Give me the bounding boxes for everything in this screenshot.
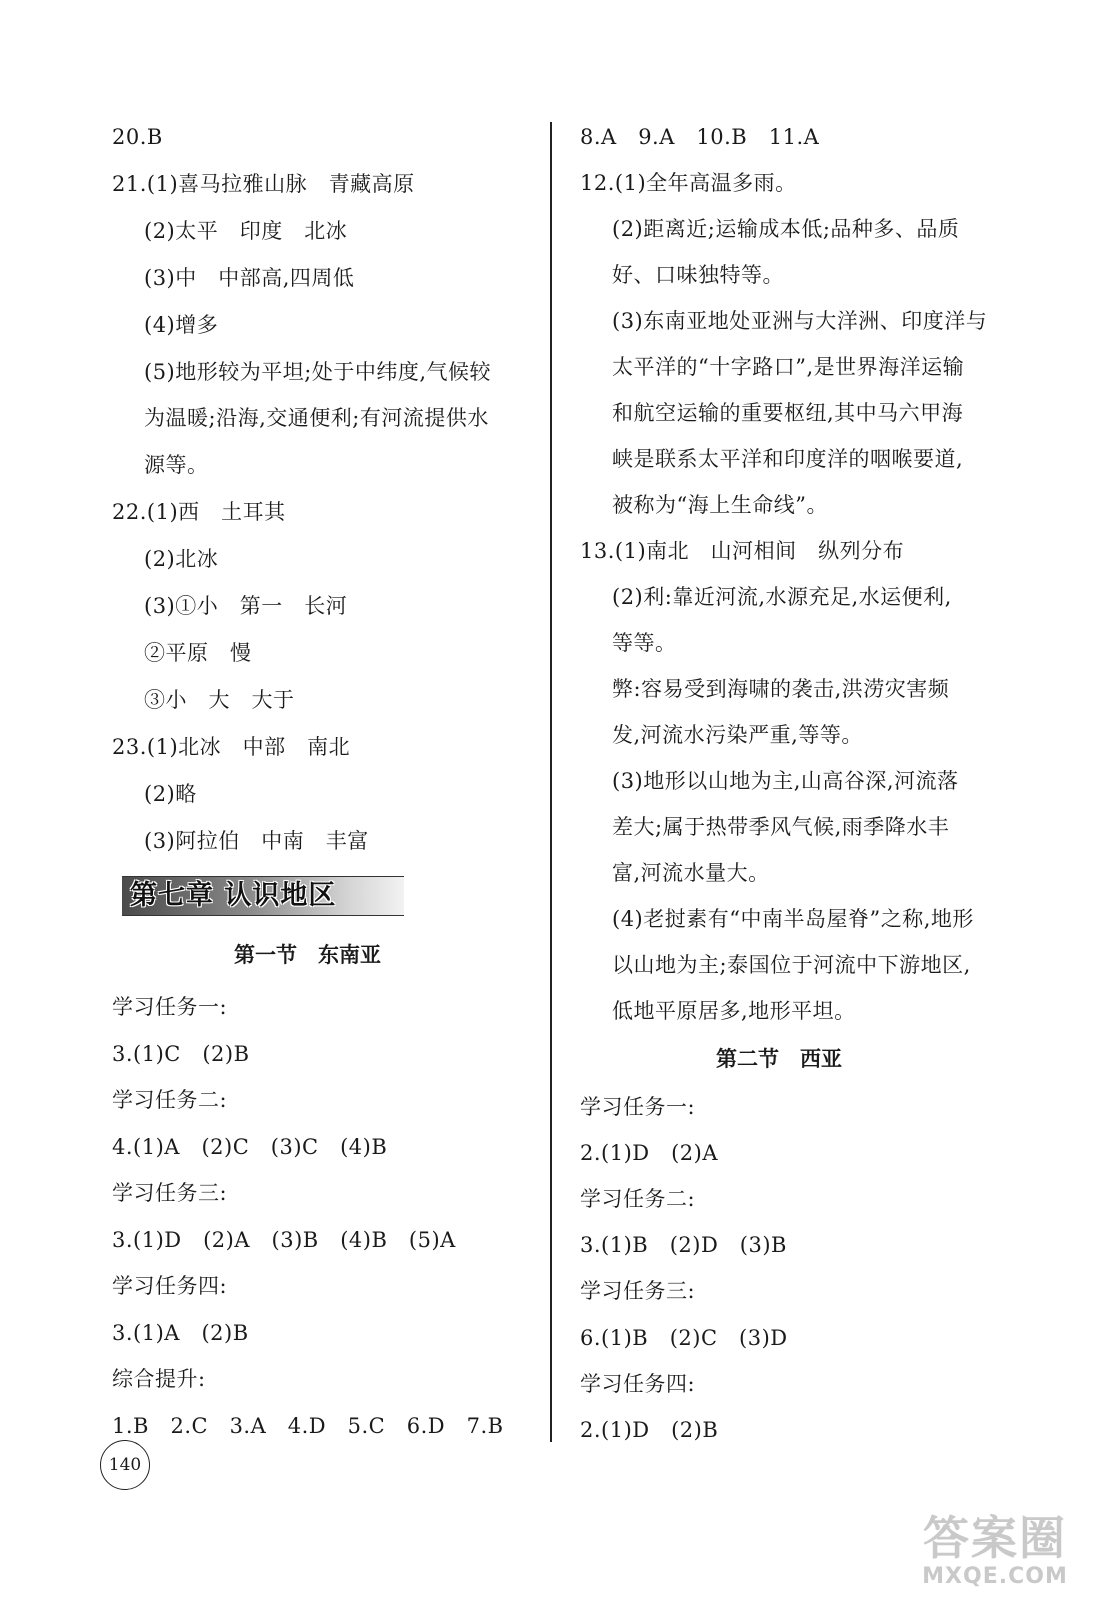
answer-line: 峡是联系太平洋和印度洋的咽喉要道,	[612, 447, 964, 471]
answer-line: 12.(1)全年高温多雨。	[580, 171, 797, 195]
answer-line: 6.(1)B (2)C (3)D	[580, 1325, 788, 1350]
answer-line: (3)地形以山地为主,山高谷深,河流落	[612, 769, 959, 793]
answer-line: 被称为“海上生命线”。	[612, 493, 828, 517]
answer-line: 4.(1)A (2)C (3)C (4)B	[112, 1134, 388, 1159]
answer-line: 3.(1)A (2)B	[112, 1320, 249, 1345]
answer-line: 13.(1)南北 山河相间 纵列分布	[580, 539, 905, 563]
page-number: 140	[100, 1440, 150, 1490]
answer-line: 21.(1)喜马拉雅山脉 青藏高原	[112, 171, 415, 196]
watermark-url: MXQE.COM	[922, 1564, 1068, 1589]
section-title-southeast-asia: 第一节 东南亚	[234, 942, 381, 967]
answer-line: 富,河流水量大。	[612, 861, 770, 885]
answer-line: (2)太平 印度 北冰	[144, 218, 348, 243]
answer-line: 学习任务三:	[580, 1279, 696, 1304]
answer-line: 3.(1)C (2)B	[112, 1041, 250, 1066]
answer-line: 源等。	[144, 453, 209, 478]
answer-line: ②平原 慢	[144, 640, 252, 665]
answer-line: (2)距离近;运输成本低;品种多、品质	[612, 217, 960, 241]
answer-line: (2)略	[144, 781, 197, 806]
answer-line: 弊:容易受到海啸的袭击,洪涝灾害频	[612, 677, 950, 701]
answer-line: ③小 大 大于	[144, 687, 295, 712]
answer-line: 学习任务三:	[112, 1181, 228, 1205]
answer-line: 学习任务二:	[580, 1187, 696, 1212]
chapter-heading	[122, 876, 404, 916]
answer-line: 学习任务四:	[580, 1371, 696, 1396]
section-title-west-asia: 第二节 西亚	[716, 1046, 842, 1071]
answer-line: 2.(1)D (2)B	[580, 1417, 719, 1442]
answer-line: 学习任务一:	[580, 1095, 696, 1119]
answer-line: (3)东南亚地处亚洲与大洋洲、印度洋与	[612, 309, 988, 333]
answer-line: 8.A 9.A 10.B 11.A	[580, 125, 820, 149]
answer-line: (5)地形较为平坦;处于中纬度,气候较	[144, 359, 491, 384]
answer-line: 差大;属于热带季风气候,雨季降水丰	[612, 815, 950, 839]
answer-line: 学习任务二:	[112, 1088, 228, 1112]
answer-line: (2)利:靠近河流,水源充足,水运便利,	[612, 585, 952, 609]
answer-line: 发,河流水污染严重,等等。	[612, 723, 863, 747]
answer-line: 3.(1)B (2)D (3)B	[580, 1233, 787, 1258]
answer-line: 22.(1)西 土耳其	[112, 500, 286, 525]
answer-line: (2)北冰	[144, 547, 219, 572]
answer-line: 2.(1)D (2)A	[580, 1141, 719, 1166]
answer-line: (4)增多	[144, 312, 219, 337]
column-divider	[550, 122, 552, 1442]
answer-line: (3)阿拉伯 中南 丰富	[144, 828, 369, 853]
answer-line: 好、口味独特等。	[612, 263, 784, 287]
answer-line: 学习任务四:	[112, 1274, 228, 1298]
answer-line: 为温暖;沿海,交通便利;有河流提供水	[144, 406, 489, 431]
watermark	[895, 1505, 1095, 1597]
answer-line: 23.(1)北冰 中部 南北	[112, 734, 351, 759]
answer-line: 综合提升:	[112, 1367, 206, 1391]
answer-line: 20.B	[112, 125, 163, 149]
answer-line: 和航空运输的重要枢纽,其中马六甲海	[612, 401, 964, 425]
answer-line: (4)老挝素有“中南半岛屋脊”之称,地形	[612, 907, 974, 931]
watermark-logo: 答案圈	[923, 1511, 1067, 1565]
answer-line: (3)①小 第一 长河	[144, 594, 348, 618]
answer-line: 1.B 2.C 3.A 4.D 5.C 6.D 7.B	[112, 1413, 504, 1438]
answer-line: 低地平原居多,地形平坦。	[612, 999, 856, 1023]
answer-line: (3)中 中部高,四周低	[144, 265, 355, 290]
answer-line: 太平洋的“十字路口”,是世界海洋运输	[612, 355, 965, 379]
chapter-title: 第七章 认识地区	[130, 880, 337, 911]
answer-line: 学习任务一:	[112, 995, 228, 1019]
answer-line: 等等。	[612, 631, 677, 655]
answer-line: 以山地为主;泰国位于河流中下游地区,	[612, 953, 971, 977]
answer-line: 3.(1)D (2)A (3)B (4)B (5)A	[112, 1227, 456, 1252]
